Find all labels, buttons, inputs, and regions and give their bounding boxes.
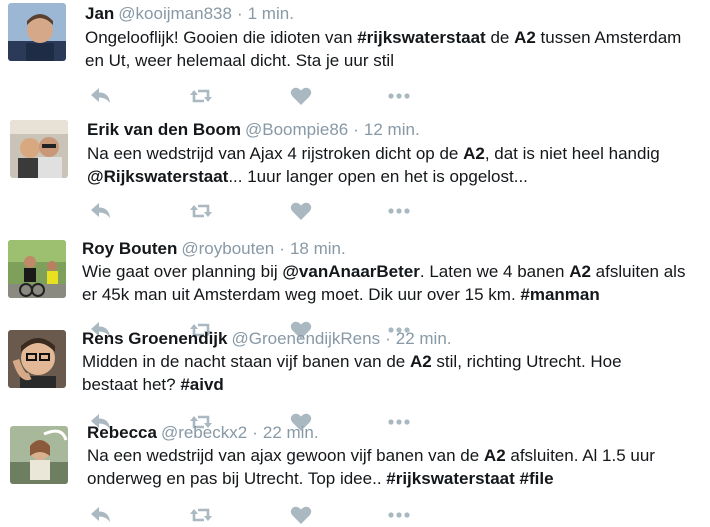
tweet-header xyxy=(85,4,294,24)
separator-dot: · xyxy=(236,4,243,23)
tweet-text-line: Na een wedstrijd van ajax gewoon vijf banen van de A2 afsluiten. Al 1.5 uur xyxy=(87,446,655,465)
hashtag[interactable]: #file xyxy=(519,469,554,488)
tweet-header xyxy=(87,120,420,140)
like-icon[interactable] xyxy=(288,199,314,223)
hashtag[interactable]: #aivd xyxy=(180,375,224,394)
tweet-header xyxy=(82,329,452,349)
more-icon[interactable] xyxy=(386,199,412,223)
separator-dot: · xyxy=(385,329,391,348)
reply-icon[interactable] xyxy=(88,503,114,527)
tweet-header xyxy=(82,239,346,259)
more-icon[interactable] xyxy=(386,503,412,527)
author-handle[interactable]: @Boompie86 xyxy=(244,120,349,139)
author-handle[interactable]: @GroenendijkRens xyxy=(231,329,381,348)
tweet-text xyxy=(82,350,622,396)
tweet-text xyxy=(87,444,655,490)
highlight: A2 xyxy=(483,446,506,465)
retweet-icon[interactable] xyxy=(188,503,214,527)
tweet-text-line: Na een wedstrijd van Ajax 4 rijstroken dicht op de A2, dat is niet heel handig xyxy=(87,144,660,163)
hashtag[interactable]: #rijkswaterstaat xyxy=(386,469,515,488)
timestamp[interactable]: 18 min. xyxy=(289,239,346,258)
separator-dot: · xyxy=(252,423,258,442)
mention[interactable]: @Rijkswaterstaat xyxy=(87,167,229,186)
separator-dot: · xyxy=(279,239,285,258)
avatar[interactable] xyxy=(8,3,66,61)
author-handle[interactable]: @roybouten xyxy=(181,239,275,258)
reply-icon[interactable] xyxy=(88,84,114,108)
reply-icon[interactable] xyxy=(88,199,114,223)
tweet-header xyxy=(87,423,319,443)
like-icon[interactable] xyxy=(288,503,314,527)
highlight: A2 xyxy=(514,28,536,47)
tweet-text-line: er 45k man uit Amsterdam weg moet. Dik uur over 15 km. #manman xyxy=(82,285,600,304)
tweet-text-line: Midden in de nacht staan vijf banen van de A2 stil, richting Utrecht. Hoe xyxy=(82,352,622,371)
tweet-text xyxy=(82,260,685,306)
highlight: A2 xyxy=(463,144,485,163)
highlight: A2 xyxy=(409,352,432,371)
retweet-icon[interactable] xyxy=(188,84,214,108)
avatar[interactable] xyxy=(10,426,68,484)
more-icon[interactable] xyxy=(386,410,412,434)
hashtag[interactable]: #rijkswaterstaat xyxy=(357,28,486,47)
author-handle[interactable]: @rebeckx2 xyxy=(160,423,248,442)
tweet-text xyxy=(85,26,681,72)
tweet-text-line: Wie gaat over planning bij @vanAnaarBeter. Laten we 4 banen A2 afsluiten als xyxy=(82,262,686,281)
avatar[interactable] xyxy=(10,120,68,178)
hashtag[interactable]: #manman xyxy=(520,285,600,304)
more-icon[interactable] xyxy=(386,84,412,108)
author-handle[interactable]: @kooijman838 xyxy=(118,4,232,23)
author-name[interactable]: Roy Bouten xyxy=(82,239,178,258)
tweet-text-line: onderweg en pas bij Utrecht. Top idee.. #rijkswaterstaat #file xyxy=(87,469,554,488)
tweet-text xyxy=(87,142,660,188)
avatar[interactable] xyxy=(8,240,66,298)
timestamp[interactable]: 22 min. xyxy=(262,423,319,442)
tweet-text-line: bestaat het? #aivd xyxy=(82,375,224,394)
highlight: A2 xyxy=(569,262,591,281)
author-name[interactable]: Erik van den Boom xyxy=(87,120,241,139)
avatar[interactable] xyxy=(8,330,66,388)
tweet-text-line: en Ut, weer helemaal dicht. Sta je uur stil xyxy=(85,51,394,70)
like-icon[interactable] xyxy=(288,84,314,108)
tweet-text-line: Ongelooflijk! Gooien die idioten van #rijkswaterstaat de A2 tussen Amsterdam xyxy=(85,28,682,47)
retweet-icon[interactable] xyxy=(188,199,214,223)
timestamp[interactable]: 1 min. xyxy=(247,4,294,23)
author-name[interactable]: Rens Groenendijk xyxy=(82,329,228,348)
timestamp[interactable]: 12 min. xyxy=(363,120,420,139)
author-name[interactable]: Jan xyxy=(85,4,115,23)
separator-dot: · xyxy=(353,120,359,139)
mention[interactable]: @vanAnaarBeter xyxy=(282,262,420,281)
timestamp[interactable]: 22 min. xyxy=(395,329,452,348)
tweet-text-line: @Rijkswaterstaat... 1uur langer open en het is opgelost... xyxy=(87,167,528,186)
author-name[interactable]: Rebecca xyxy=(87,423,157,442)
